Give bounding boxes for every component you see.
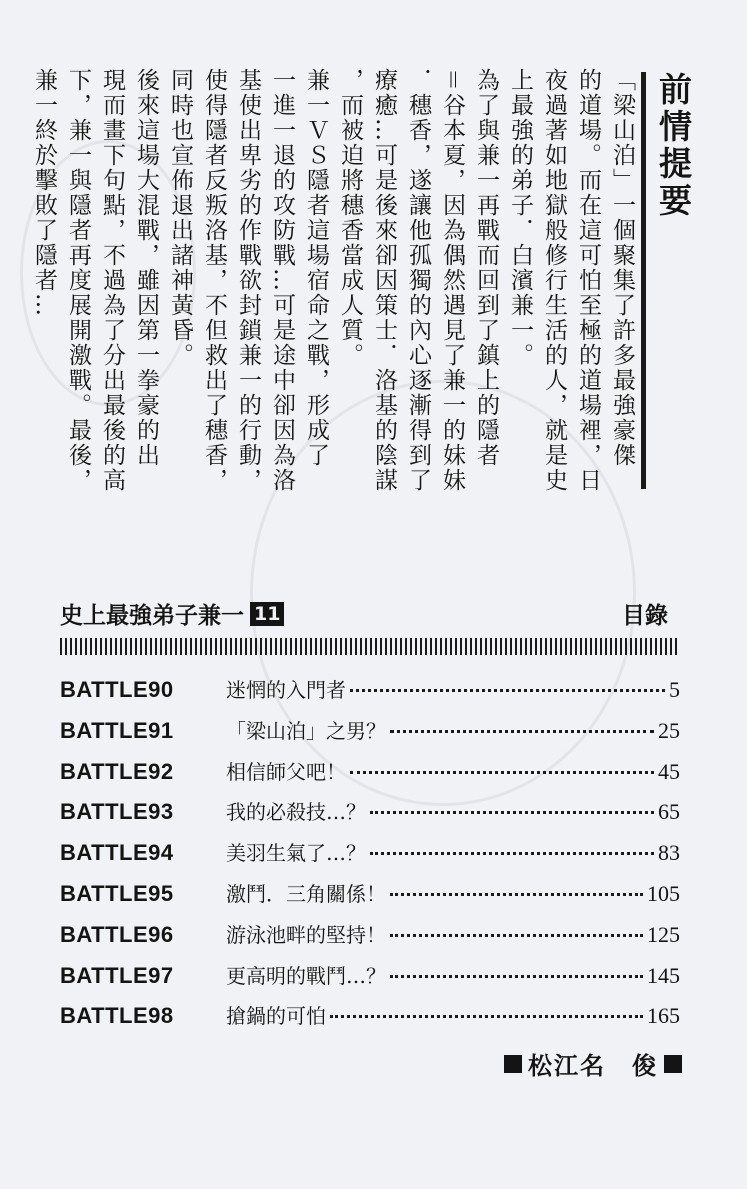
toc-row[interactable] bbox=[60, 878, 680, 919]
summary-line: 兼一終於擊敗了隱者… bbox=[31, 68, 57, 318]
dot-leader bbox=[390, 893, 643, 896]
chapter-title: 搶鍋的可怕 bbox=[226, 1004, 326, 1029]
square-bullet-icon bbox=[664, 1055, 682, 1073]
dot-leader bbox=[390, 934, 643, 937]
author-credit bbox=[504, 1046, 682, 1081]
dot-leader bbox=[350, 771, 654, 774]
toc-row[interactable] bbox=[60, 715, 680, 756]
chapter-title: 更高明的戰鬥…？ bbox=[226, 963, 386, 988]
decorative-tick-strip bbox=[60, 638, 678, 655]
toc-row[interactable] bbox=[60, 674, 680, 715]
chapter-title: 美羽生氣了…？ bbox=[226, 841, 366, 866]
table-of-contents bbox=[60, 674, 680, 1041]
volume-badge: 11 bbox=[250, 602, 284, 626]
chapter-title: 我的必殺技…？ bbox=[226, 800, 366, 825]
page-number: 165 bbox=[647, 1003, 680, 1029]
heading-rule bbox=[641, 72, 646, 489]
summary-line: 療癒…可是後來卻因策士．洛基的陰謀 bbox=[371, 68, 397, 493]
toc-row[interactable] bbox=[60, 796, 680, 837]
toc-row[interactable] bbox=[60, 837, 680, 878]
page-number: 5 bbox=[669, 677, 680, 702]
chapter-number: BATTLE90 bbox=[60, 677, 174, 702]
summary-line: 下，兼一與隱者再度展開激戰。最後， bbox=[65, 68, 91, 493]
dot-leader bbox=[390, 730, 654, 733]
chapter-number: BATTLE96 bbox=[60, 921, 174, 947]
summary-line: 夜過著如地獄般修行生活的人，就是史 bbox=[541, 68, 567, 493]
summary-line: 的道場。而在這可怕至極的道場裡，日 bbox=[575, 68, 601, 493]
summary-line: ＝谷本夏，因為偶然遇見了兼一的妹妹 bbox=[439, 68, 465, 493]
summary-line: 使得隱者反叛洛基，不但救出了穗香， bbox=[201, 68, 227, 493]
chapter-title: 「梁山泊」之男？ bbox=[226, 718, 386, 743]
toc-row[interactable] bbox=[60, 960, 680, 1001]
chapter-number: BATTLE97 bbox=[60, 962, 174, 988]
chapter-title: 迷惘的入門者 bbox=[226, 678, 346, 702]
summary-line: 同時也宣佈退出諸神黃昏。 bbox=[167, 68, 193, 368]
chapter-number: BATTLE95 bbox=[60, 880, 174, 906]
dot-leader bbox=[390, 975, 643, 978]
page-number: 125 bbox=[647, 921, 680, 947]
page-number: 105 bbox=[647, 880, 680, 906]
summary-text bbox=[27, 68, 639, 508]
toc-heading: 目錄 bbox=[622, 603, 668, 629]
chapter-number: BATTLE92 bbox=[60, 758, 174, 784]
summary-line: 後來這場大混戰，雖因第一拳豪的出 bbox=[133, 68, 159, 468]
summary-line: 為了與兼一再戰而回到了鎮上的隱者 bbox=[473, 68, 499, 468]
page-number: 145 bbox=[647, 962, 680, 988]
dot-leader bbox=[330, 1015, 643, 1018]
book-title-text: 史上最強弟子兼一 bbox=[60, 603, 244, 629]
page-number: 45 bbox=[658, 758, 680, 784]
square-bullet-icon bbox=[504, 1055, 522, 1073]
toc-row[interactable] bbox=[60, 1000, 680, 1041]
summary-line: ．穗香，遂讓他孤獨的內心逐漸得到了 bbox=[405, 68, 431, 493]
summary-line: 基使出卑劣的作戰欲封鎖兼一的行動， bbox=[235, 68, 261, 493]
author-name: 松江名 俊 bbox=[528, 1052, 658, 1080]
chapter-number: BATTLE94 bbox=[60, 840, 174, 866]
page-number: 65 bbox=[658, 799, 680, 825]
summary-line: 一進一退的攻防戰…可是途中卻因為洛 bbox=[269, 68, 295, 493]
summary-line: 兼一ＶＳ隱者這場宿命之戰，形成了 bbox=[303, 68, 329, 468]
dot-leader bbox=[370, 811, 654, 814]
summary-line: 「梁山泊」一個聚集了許多最強豪傑 bbox=[609, 68, 635, 468]
chapter-title: 激鬥．三角關係！ bbox=[226, 881, 386, 906]
chapter-number: BATTLE98 bbox=[60, 1003, 174, 1029]
book-title bbox=[60, 597, 284, 630]
chapter-number: BATTLE91 bbox=[60, 717, 174, 743]
toc-row[interactable] bbox=[60, 756, 680, 797]
toc-row[interactable] bbox=[60, 919, 680, 960]
summary-line: ，而被迫將穗香當成人質。 bbox=[337, 68, 363, 368]
dot-leader bbox=[350, 689, 665, 692]
dot-leader bbox=[370, 852, 654, 855]
summary-line: 現而畫下句點，不過為了分出最後的高 bbox=[99, 68, 125, 493]
chapter-title: 游泳池畔的堅持！ bbox=[226, 922, 386, 947]
chapter-title: 相信師父吧！ bbox=[226, 759, 346, 784]
summary-heading: 前情提要 bbox=[654, 72, 693, 220]
chapter-number: BATTLE93 bbox=[60, 799, 174, 825]
page-number: 25 bbox=[658, 717, 680, 743]
summary-line: 上最強的弟子．白濱兼一。 bbox=[507, 68, 533, 368]
page-number: 83 bbox=[658, 840, 680, 866]
